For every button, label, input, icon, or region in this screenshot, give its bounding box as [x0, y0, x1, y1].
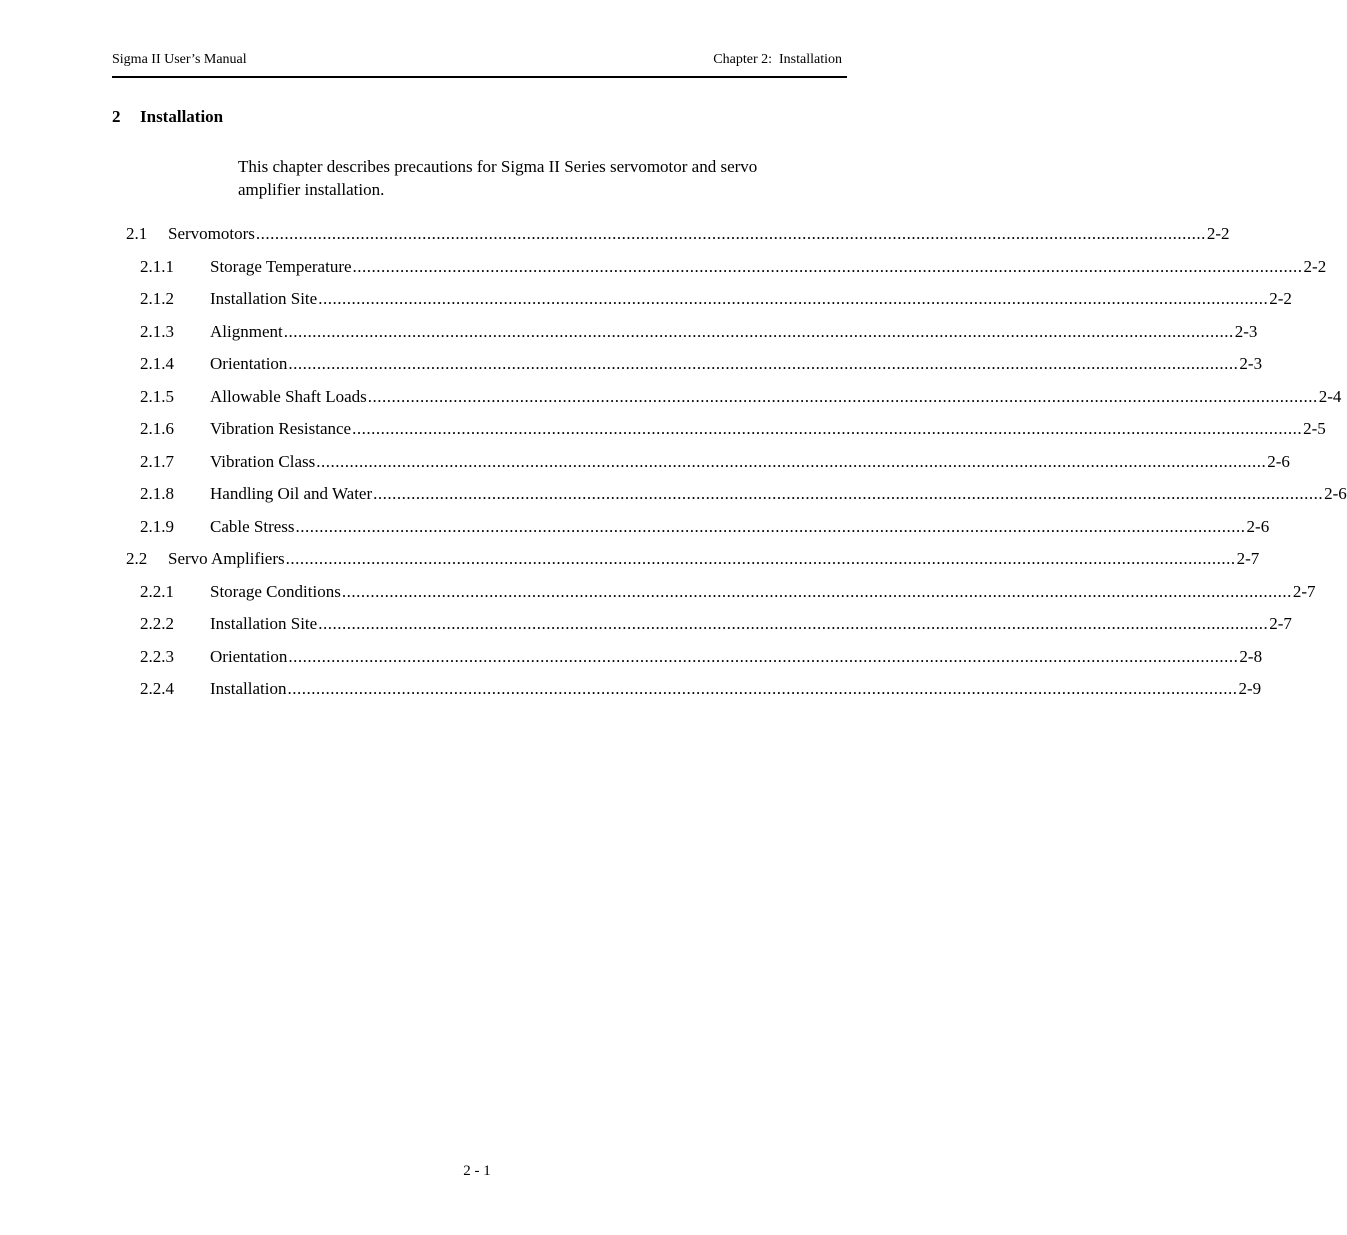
toc-entry-title: Storage Temperature	[210, 256, 352, 276]
toc-entry-number: 2.1.5	[140, 386, 174, 406]
toc-entry-title: Handling Oil and Water	[210, 484, 373, 503]
toc-entry[interactable]	[0, 255, 1327, 279]
toc-entry-line	[210, 417, 1326, 441]
toc-entry-page: 2-2	[1269, 289, 1292, 308]
toc-entry-number: 2.1	[126, 224, 148, 243]
toc-entry-line	[210, 320, 1258, 344]
toc-entry-page: 2-3	[1234, 321, 1258, 341]
toc-entry[interactable]	[0, 677, 1262, 701]
dot-leader: ........................................................................................................................................................................................................	[373, 484, 1324, 503]
toc-entry-line	[210, 515, 1270, 539]
dot-leader: ........................................................................................................................................................................................................	[352, 256, 1303, 276]
toc-entry-line	[210, 612, 1292, 636]
dot-leader: ........................................................................................................................................................................................................	[288, 646, 1239, 666]
toc-entry[interactable]	[0, 222, 1230, 246]
toc-entry-page: 2-2	[1206, 224, 1230, 243]
toc-entry[interactable]	[0, 580, 1316, 604]
toc-entry-line	[210, 645, 1263, 669]
toc-entry-title: Orientation	[210, 354, 288, 373]
dot-leader: ........................................................................................................................................................................................................	[295, 516, 1246, 536]
toc-entry-title: Installation Site	[210, 289, 318, 308]
toc-entry-line	[168, 547, 1260, 571]
toc-entry-title: Allowable Shaft Loads	[210, 386, 367, 406]
dot-leader: ........................................................................................................................................................................................................	[318, 289, 1269, 308]
toc-entry[interactable]	[0, 417, 1326, 441]
toc-entry[interactable]	[0, 612, 1292, 636]
toc-entry-line	[210, 580, 1316, 604]
toc-entry-number: 2.1.1	[140, 256, 174, 276]
toc-entry[interactable]	[0, 320, 1258, 344]
toc-entry-page: 2-3	[1239, 354, 1263, 373]
page-header	[112, 50, 847, 78]
chapter-heading	[112, 107, 223, 127]
toc-entry-page: 2-7	[1236, 549, 1260, 568]
chapter-number: 2	[112, 107, 121, 126]
toc-entry-line	[210, 352, 1263, 376]
toc-entry-number: 2.1.3	[140, 321, 174, 341]
toc-entry-page: 2-6	[1324, 484, 1347, 503]
toc-entry-title: Installation	[210, 679, 287, 698]
toc-entry-number: 2.2.4	[140, 679, 174, 698]
toc-entry-title: Servomotors	[168, 224, 255, 243]
toc-entry-page: 2-4	[1318, 386, 1342, 406]
toc-entry-line	[210, 677, 1262, 701]
toc-entry-number: 2.1.7	[140, 451, 174, 471]
toc-entry-page: 2-6	[1267, 451, 1290, 471]
dot-leader: ........................................................................................................................................................................................................	[316, 451, 1267, 471]
toc-entry-number: 2.1.2	[140, 289, 174, 308]
toc-entry-title: Cable Stress	[210, 516, 295, 536]
dot-leader: ........................................................................................................................................................................................................	[318, 614, 1269, 633]
dot-leader: ........................................................................................................................................................................................................	[288, 354, 1239, 373]
toc-entry-line	[210, 450, 1290, 474]
toc-entry-page: 2-7	[1269, 614, 1292, 633]
toc-entry-title: Orientation	[210, 646, 288, 666]
toc-entry-line	[168, 222, 1230, 246]
toc-entry-number: 2.1.9	[140, 516, 174, 536]
toc-entry-line	[210, 482, 1347, 506]
toc-entry-title: Storage Conditions	[210, 581, 341, 601]
dot-leader: ........................................................................................................................................................................................................	[352, 419, 1303, 438]
toc-entry-line	[210, 255, 1327, 279]
toc-entry-number: 2.2	[126, 549, 148, 568]
toc-entry-number: 2.1.4	[140, 354, 174, 373]
toc-entry-number: 2.2.1	[140, 581, 174, 601]
toc-entry[interactable]	[0, 515, 1270, 539]
chapter-label: Chapter 2: Installation	[713, 52, 842, 67]
toc-entry[interactable]	[0, 385, 1342, 409]
toc-entry[interactable]	[0, 352, 1263, 376]
toc-entry-page: 2-2	[1303, 256, 1327, 276]
toc-entry-line	[210, 287, 1292, 311]
toc-entry-title: Servo Amplifiers	[168, 549, 285, 568]
dot-leader: ........................................................................................................................................................................................................	[255, 224, 1206, 243]
toc-entry-number: 2.2.3	[140, 646, 174, 666]
toc-entry[interactable]	[0, 482, 1347, 506]
dot-leader: ........................................................................................................................................................................................................	[341, 581, 1292, 601]
manual-title: Sigma II User’s Manual	[112, 52, 247, 67]
toc-entry-number: 2.2.2	[140, 614, 174, 633]
toc-entry-title: Vibration Resistance	[210, 419, 352, 438]
toc-entry-page: 2-8	[1239, 646, 1263, 666]
dot-leader: ........................................................................................................................................................................................................	[285, 549, 1236, 568]
toc-entry-page: 2-6	[1246, 516, 1270, 536]
toc-entry[interactable]	[0, 547, 1260, 571]
toc-entry-title: Installation Site	[210, 614, 318, 633]
dot-leader: ........................................................................................................................................................................................................	[367, 386, 1318, 406]
dot-leader: ........................................................................................................................................................................................................	[287, 679, 1238, 698]
toc-entry-number: 2.1.6	[140, 419, 174, 438]
toc-entry[interactable]	[0, 450, 1290, 474]
toc-entry-page: 2-7	[1292, 581, 1316, 601]
toc-entry-number: 2.1.8	[140, 484, 174, 503]
toc-entry[interactable]	[0, 287, 1292, 311]
toc-entry-title: Alignment	[210, 321, 283, 341]
toc-entry-page: 2-9	[1238, 679, 1262, 698]
toc-entry-page: 2-5	[1303, 419, 1326, 438]
toc-entry[interactable]	[0, 645, 1263, 669]
dot-leader: ........................................................................................................................................................................................................	[283, 321, 1234, 341]
toc-entry-line	[210, 385, 1342, 409]
chapter-intro: This chapter describes precautions for Sigma II Series servomotor and servo amplifier installation.	[238, 157, 758, 199]
page-number: 2 - 1	[463, 1163, 491, 1179]
toc-entry-title: Vibration Class	[210, 451, 316, 471]
chapter-title: Installation	[140, 107, 224, 126]
